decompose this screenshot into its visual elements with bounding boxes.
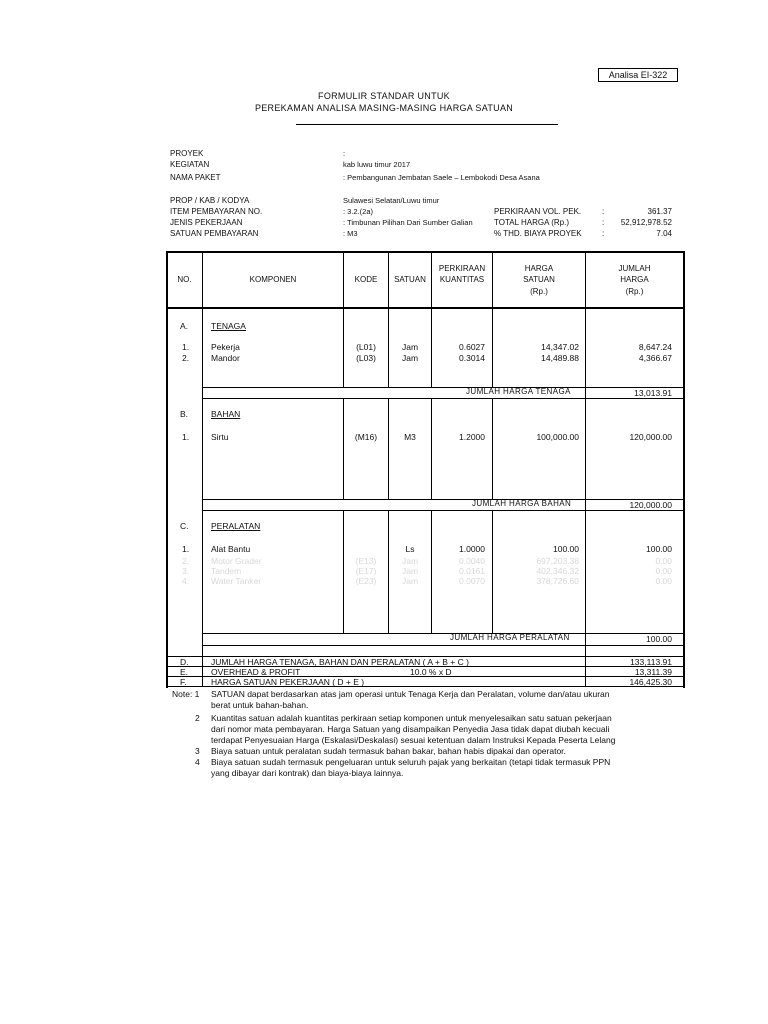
note-3-num: 3 <box>195 746 200 756</box>
row-kode: (M16) <box>354 432 378 442</box>
row-kuantitas: 0.0040 <box>459 556 485 566</box>
section-c-title: PERALATAN <box>211 521 261 531</box>
row-harga: 100,000.00 <box>536 432 579 442</box>
note-4-line-1: Biaya satuan sudah termasuk pengeluaran untuk seluruh pajak yang berkaitan (tetapi tidak termasuk PPN <box>211 757 611 767</box>
proyek-label: PROYEK <box>170 149 204 158</box>
footer-col-no <box>202 657 203 687</box>
col-line-jumlah <box>585 252 586 657</box>
notes-prefix: Note: 1 <box>172 689 200 699</box>
row-komponen: Motor Grader <box>211 556 262 566</box>
nama-paket-value: : Pembangunan Jembatan Saele – Lembokodi Desa Asana <box>343 173 540 182</box>
row-no: 2. <box>182 353 190 363</box>
header-harga-3: (Rp.) <box>530 287 548 296</box>
header-kuantitas-2: KUANTITAS <box>439 275 485 284</box>
section-a-title: TENAGA <box>211 321 246 331</box>
row-jumlah: 0.00 <box>655 576 672 586</box>
persen-biaya-value: 7.04 <box>656 229 672 238</box>
col-line-kuantitas-b <box>431 398 432 499</box>
nama-paket-label: NAMA PAKET <box>170 173 221 182</box>
row-harga: 14,347.02 <box>541 342 579 352</box>
row-komponen: Tandem <box>211 566 242 576</box>
row-jumlah: 100.00 <box>646 544 672 554</box>
header-jumlah-1: JUMLAH <box>618 264 651 273</box>
row-kuantitas: 0.6027 <box>459 342 485 352</box>
prop-label: PROP / KAB / KODYA <box>170 196 250 205</box>
total-harga-colon: : <box>602 218 605 227</box>
peralatan-total-bottom <box>202 645 684 646</box>
row-no: 2. <box>182 556 190 566</box>
row-satuan: Jam <box>401 576 419 586</box>
row-komponen: Water Tanker <box>211 576 262 586</box>
row-kuantitas: 1.0000 <box>459 544 485 554</box>
col-line-no <box>202 252 203 657</box>
table-right-border <box>683 251 685 688</box>
perkiraan-vol-colon: : <box>602 207 605 216</box>
tenaga-total-value: 13,013.91 <box>634 388 672 398</box>
row-kuantitas: 0.0070 <box>459 576 485 586</box>
section-b-title: BAHAN <box>211 409 241 419</box>
row-komponen: Sirtu <box>211 432 229 442</box>
row-satuan: M3 <box>404 432 416 442</box>
row-harga: 14,489.88 <box>541 353 579 363</box>
note-1-line-1: SATUAN dapat berdasarkan atas jam operasi untuk Tenaga Kerja dan Peralatan, volume dan/atau ukuran <box>211 689 610 699</box>
footer-d-value: 133,113.91 <box>630 657 672 667</box>
footer-d-no: D. <box>180 657 189 667</box>
header-satuan: SATUAN <box>394 275 426 284</box>
persen-biaya-colon: : <box>602 229 605 238</box>
row-no: 1. <box>182 342 190 352</box>
row-no: 4. <box>182 576 190 586</box>
row-jumlah: 8,647.24 <box>638 342 672 352</box>
row-kuantitas: 1.2000 <box>459 432 485 442</box>
note-2-line-2: dari nomor mata pembayaran. Harga Satuan yang disampaikan Penyedia Jasa tidak dapat diubah kecuali <box>211 724 610 734</box>
col-line-kode-b <box>343 398 344 499</box>
row-komponen: Pekerja <box>211 342 240 352</box>
item-label: ITEM PEMBAYARAN NO. <box>170 207 263 216</box>
total-harga-label: TOTAL HARGA (Rp.) <box>494 218 569 227</box>
row-kuantitas: 0.3014 <box>459 353 485 363</box>
persen-biaya-label: % THD. BIAYA PROYEK <box>494 229 582 238</box>
col-line-harga-b <box>492 398 493 499</box>
footer-f-no: F. <box>180 677 187 687</box>
note-3-line-1: Biaya satuan untuk peralatan sudah termasuk bahan bakar, bahan habis dipakai dan operator. <box>211 746 566 756</box>
header-kuantitas-1: PERKIRAAN <box>438 264 486 273</box>
row-kode: (E17) <box>355 566 377 576</box>
table-left-border <box>166 251 168 688</box>
row-kode: (L03) <box>356 353 376 363</box>
note-2-num: 2 <box>195 713 200 723</box>
header-jumlah-2: HARGA <box>620 275 649 284</box>
satuan-value: : M3 <box>343 229 358 238</box>
row-kuantitas: 0.0161 <box>459 566 485 576</box>
row-kode: (E13) <box>355 556 377 566</box>
prop-value: Sulawesi Selatan/Luwu timur <box>343 196 440 205</box>
row-jumlah: 0.00 <box>655 566 672 576</box>
section-c-no: C. <box>180 521 189 531</box>
row-satuan: Ls <box>405 544 415 554</box>
note-4-line-2: yang dibayar dari kontrak) dan biaya-biaya lainnya. <box>211 768 404 778</box>
row-no: 1. <box>182 432 190 442</box>
header-divider <box>166 307 685 309</box>
footer-e-value: 13,311.39 <box>634 667 672 677</box>
header-harga-1: HARGA <box>524 264 554 273</box>
satuan-label: SATUAN PEMBAYARAN <box>170 229 259 238</box>
row-kode: (L01) <box>356 342 376 352</box>
row-komponen: Mandor <box>211 353 240 363</box>
form-title-line2: PEREKAMAN ANALISA MASING-MASING HARGA SATUAN <box>254 103 514 113</box>
row-harga: 402,346.32 <box>536 566 579 576</box>
jenis-value: : Timbunan Pilihan Dari Sumber Galian <box>343 218 473 227</box>
row-kode: (E23) <box>355 576 377 586</box>
col-line-satuan-b <box>388 398 389 499</box>
header-kode: KODE <box>354 275 378 284</box>
proyek-value: : <box>343 149 346 158</box>
kegiatan-value: kab luwu timur 2017 <box>343 160 411 169</box>
header-harga-2: SATUAN <box>523 275 555 284</box>
note-2-line-1: Kuantitas satuan adalah kuantitas perkiraan setiap komponen untuk menyelesaikan satu satuan pekerjaan <box>211 713 612 723</box>
table-top-border <box>166 251 685 253</box>
title-divider <box>296 124 558 125</box>
row-no: 1. <box>182 544 190 554</box>
peralatan-total-value: 100.00 <box>646 634 672 644</box>
footer-e-no: E. <box>180 667 189 677</box>
row-komponen: Alat Bantu <box>211 544 251 554</box>
item-value: : 3.2.(2a) <box>343 207 374 216</box>
peralatan-total-label: JUMLAH HARGA PERALATAN <box>450 633 570 642</box>
perkiraan-vol-value: 361.37 <box>647 207 672 216</box>
header-no: NO. <box>177 275 192 284</box>
row-jumlah: 4,366.67 <box>638 353 672 363</box>
row-satuan: Jam <box>401 353 419 363</box>
col-line-satuan-a <box>388 252 389 387</box>
row-jumlah: 120,000.00 <box>629 432 672 442</box>
bahan-total-bottom <box>202 510 684 511</box>
section-a-no: A. <box>180 321 189 331</box>
form-title-line1: FORMULIR STANDAR UNTUK <box>318 91 450 101</box>
row-harga: 378,726.60 <box>536 576 579 586</box>
tenaga-total-label: JUMLAH HARGA TENAGA <box>466 387 571 396</box>
row-jumlah: 0.00 <box>655 556 672 566</box>
row-no: 3. <box>182 566 190 576</box>
row-satuan: Jam <box>401 342 419 352</box>
row-satuan: Jam <box>401 556 419 566</box>
section-b-no: B. <box>180 409 189 419</box>
tenaga-total-bottom <box>202 398 684 399</box>
note-1-line-2: berat untuk bahan-bahan. <box>211 700 309 710</box>
footer-f-value: 146,425.30 <box>629 677 672 687</box>
row-harga: 697,203.38 <box>536 556 579 566</box>
kegiatan-label: KEGIATAN <box>170 160 210 169</box>
header-jumlah-3: (Rp.) <box>625 287 644 296</box>
note-4-num: 4 <box>195 757 200 767</box>
footer-f-label: HARGA SATUAN PEKERJAAN ( D + E ) <box>211 677 365 687</box>
col-line-kode-a <box>343 252 344 387</box>
analysis-code: Analisa EI-322 <box>598 68 678 82</box>
total-harga-value: 52,912,978.52 <box>620 218 672 227</box>
bahan-total-value: 120,000.00 <box>629 500 672 510</box>
header-komponen: KOMPONEN <box>249 275 297 284</box>
jenis-label: JENIS PEKERJAAN <box>170 218 243 227</box>
note-2-line-3: terdapat Penyesuaian Harga (Eskalasi/Deskalasi) sesuai ketentuan dalam Instruksi Kepada Peserta Lelang <box>211 735 616 745</box>
footer-e-extra: 10.0 % x D <box>410 667 452 677</box>
row-satuan: Jam <box>401 566 419 576</box>
bahan-total-label: JUMLAH HARGA BAHAN <box>472 499 572 508</box>
row-harga: 100.00 <box>553 544 579 554</box>
footer-e-label: OVERHEAD & PROFIT <box>211 667 301 677</box>
perkiraan-vol-label: PERKIRAAN VOL. PEK. <box>494 207 582 216</box>
footer-d-label: JUMLAH HARGA TENAGA, BAHAN DAN PERALATAN ( A + B + C ) <box>211 657 469 667</box>
